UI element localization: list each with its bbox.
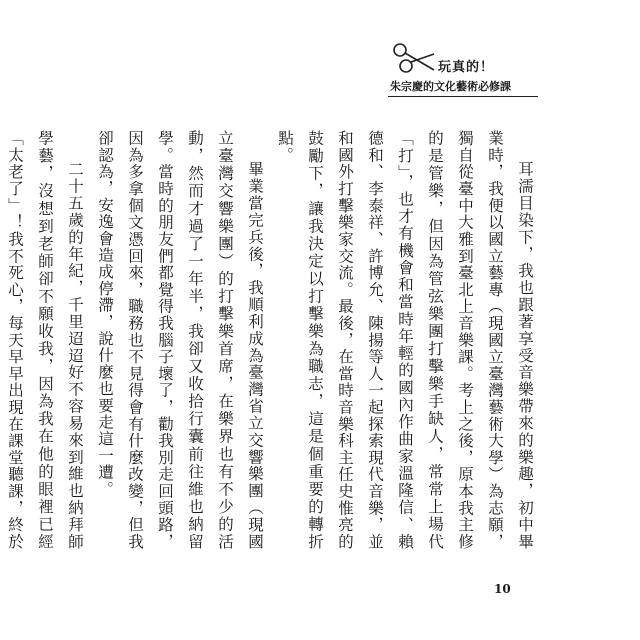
header-subtitle: 朱宗慶的文化藝術必修課	[390, 80, 511, 93]
paragraph-2: 畢業當完兵後，我順利成為臺灣省立交響樂團（現國立臺灣交響樂團）的打擊樂首席，在樂界也有不少的活動，然而才過了一年半，我卻又收拾行囊前往維也納留學。當時的朋友們都覺得我腦子壞了，勸我別走回頭路，因為多拿個文憑回來，職務也不見得會有什麼改變，但我卻認為，安逸會造成停滯，說什麼也要走這一遭。	[96, 130, 264, 550]
paragraph-3: 二十五歲的年紀，千里迢迢好不容易來到維也納拜師學藝，沒想到老師卻不願收我，因為我在他的眼裡已經「太老了」！我不死心，每天早早出現在課堂聽課，終於	[6, 130, 84, 550]
header-title: 玩真的！	[438, 60, 495, 75]
paragraph-1: 耳濡目染下，我也跟著享受音樂帶來的樂趣，初中畢業時，我便以國立藝專（現國立臺灣藝術大學）為志願，獨自從臺中大雅到臺北上音樂課。考上之後，原本我主修的是管樂，但因為管弦樂團打擊樂手缺人，常常上場代「打」，也才有機會和當時年輕的國內作曲家溫隆信、賴德和、李泰祥、許博允、陳揚等人一起探索現代音樂，並和國外打擊樂家交流。最後，在當時音樂科主任史惟亮的鼓勵下，讓我決定以打擊樂為職志，這是個重要的轉折點。	[276, 130, 534, 550]
body-text	[6, 130, 540, 550]
chapter-header	[388, 40, 536, 100]
header-rule	[388, 96, 538, 97]
page-number: 10	[494, 582, 511, 596]
